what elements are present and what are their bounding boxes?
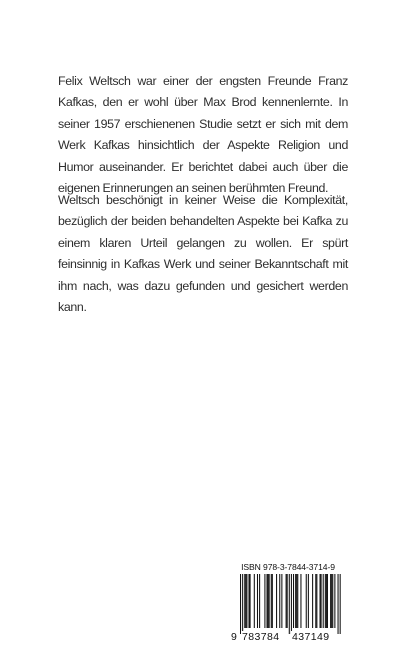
- barcode-bar: [257, 574, 258, 628]
- barcode-bar: [321, 574, 322, 628]
- barcode-bar: [306, 574, 307, 628]
- barcode-bar: [272, 574, 273, 628]
- barcode-bar: [279, 574, 280, 628]
- barcode-bar: [327, 574, 328, 628]
- blurb-paragraph-2: Weltsch beschönigt in keiner Weise die Komplexität, bezüglich der beiden behandelten Aspekte bei Kafka zu einem klaren Urteil gelangen zu wollen. Er spürt feinsinnig in Kafkas Werk und seiner Bekanntschaft mit ihm nach, was dazu gefunden und gesichert werden kann.: [58, 193, 348, 315]
- barcode-bar: [276, 574, 277, 628]
- barcode-bar: [264, 574, 265, 628]
- barcode-bar: [334, 574, 335, 628]
- barcode-digit-lead: 9: [231, 631, 238, 643]
- barcode-guard-bar: [242, 574, 243, 634]
- barcode-bar: [246, 574, 247, 628]
- isbn-barcode-block: [232, 562, 344, 647]
- barcode-bar: [244, 574, 245, 628]
- barcode-bar: [323, 574, 324, 628]
- barcode-bar: [293, 574, 294, 628]
- barcode-bar: [269, 574, 270, 628]
- barcode-guard-bar: [289, 574, 290, 634]
- barcode-bar: [287, 574, 288, 628]
- barcode-bar: [297, 574, 298, 628]
- barcode-bar: [271, 574, 272, 628]
- barcode-bar: [281, 574, 282, 628]
- barcode-bar: [331, 574, 332, 628]
- barcode-bar: [330, 574, 331, 628]
- isbn-label: ISBN 978-3-7844-3714-9: [241, 562, 335, 572]
- barcode-bar: [245, 574, 246, 628]
- barcode-icon: [232, 574, 344, 634]
- barcode-bar: [320, 574, 321, 628]
- barcode-bar: [300, 574, 301, 628]
- barcode-bar: [286, 574, 287, 628]
- barcode-bar: [268, 574, 269, 628]
- barcode-digits-right: 437149: [292, 631, 330, 643]
- barcode-bar: [250, 574, 251, 628]
- barcode-guard-bar: [291, 574, 292, 634]
- barcode-bar: [316, 574, 317, 628]
- blurb-paragraph-1: Felix Weltsch war einer der engsten Freunde Franz Kafkas, den er wohl über Max Brod kennenlernte. In seiner 1957 erschienenen Studie setzt er sich mit dem Werk Kafkas hinsichtlich der Aspekte Religion und Humor auseinander. Er berichtet dabei auch über die eigenen Erinnerungen an seinen berühmten Freund.: [58, 74, 348, 196]
- barcode-guard-bar: [240, 574, 241, 634]
- barcode-bar: [248, 574, 249, 628]
- barcode-bar: [267, 574, 268, 628]
- barcode-bar: [308, 574, 309, 628]
- barcode-bar: [295, 574, 296, 628]
- barcode-bar: [296, 574, 297, 628]
- barcode-guard-bar: [338, 574, 339, 634]
- barcode-bar: [332, 574, 333, 628]
- barcode-digits-left: 783784: [242, 631, 280, 643]
- barcode-guard-bar: [340, 574, 341, 634]
- barcode-bar: [315, 574, 316, 628]
- barcode-bar: [326, 574, 327, 628]
- barcode-bar: [254, 574, 255, 628]
- barcode-bar: [259, 574, 260, 628]
- barcode-digits: [231, 631, 344, 647]
- barcode-bar: [325, 574, 326, 628]
- barcode-bar: [312, 574, 313, 628]
